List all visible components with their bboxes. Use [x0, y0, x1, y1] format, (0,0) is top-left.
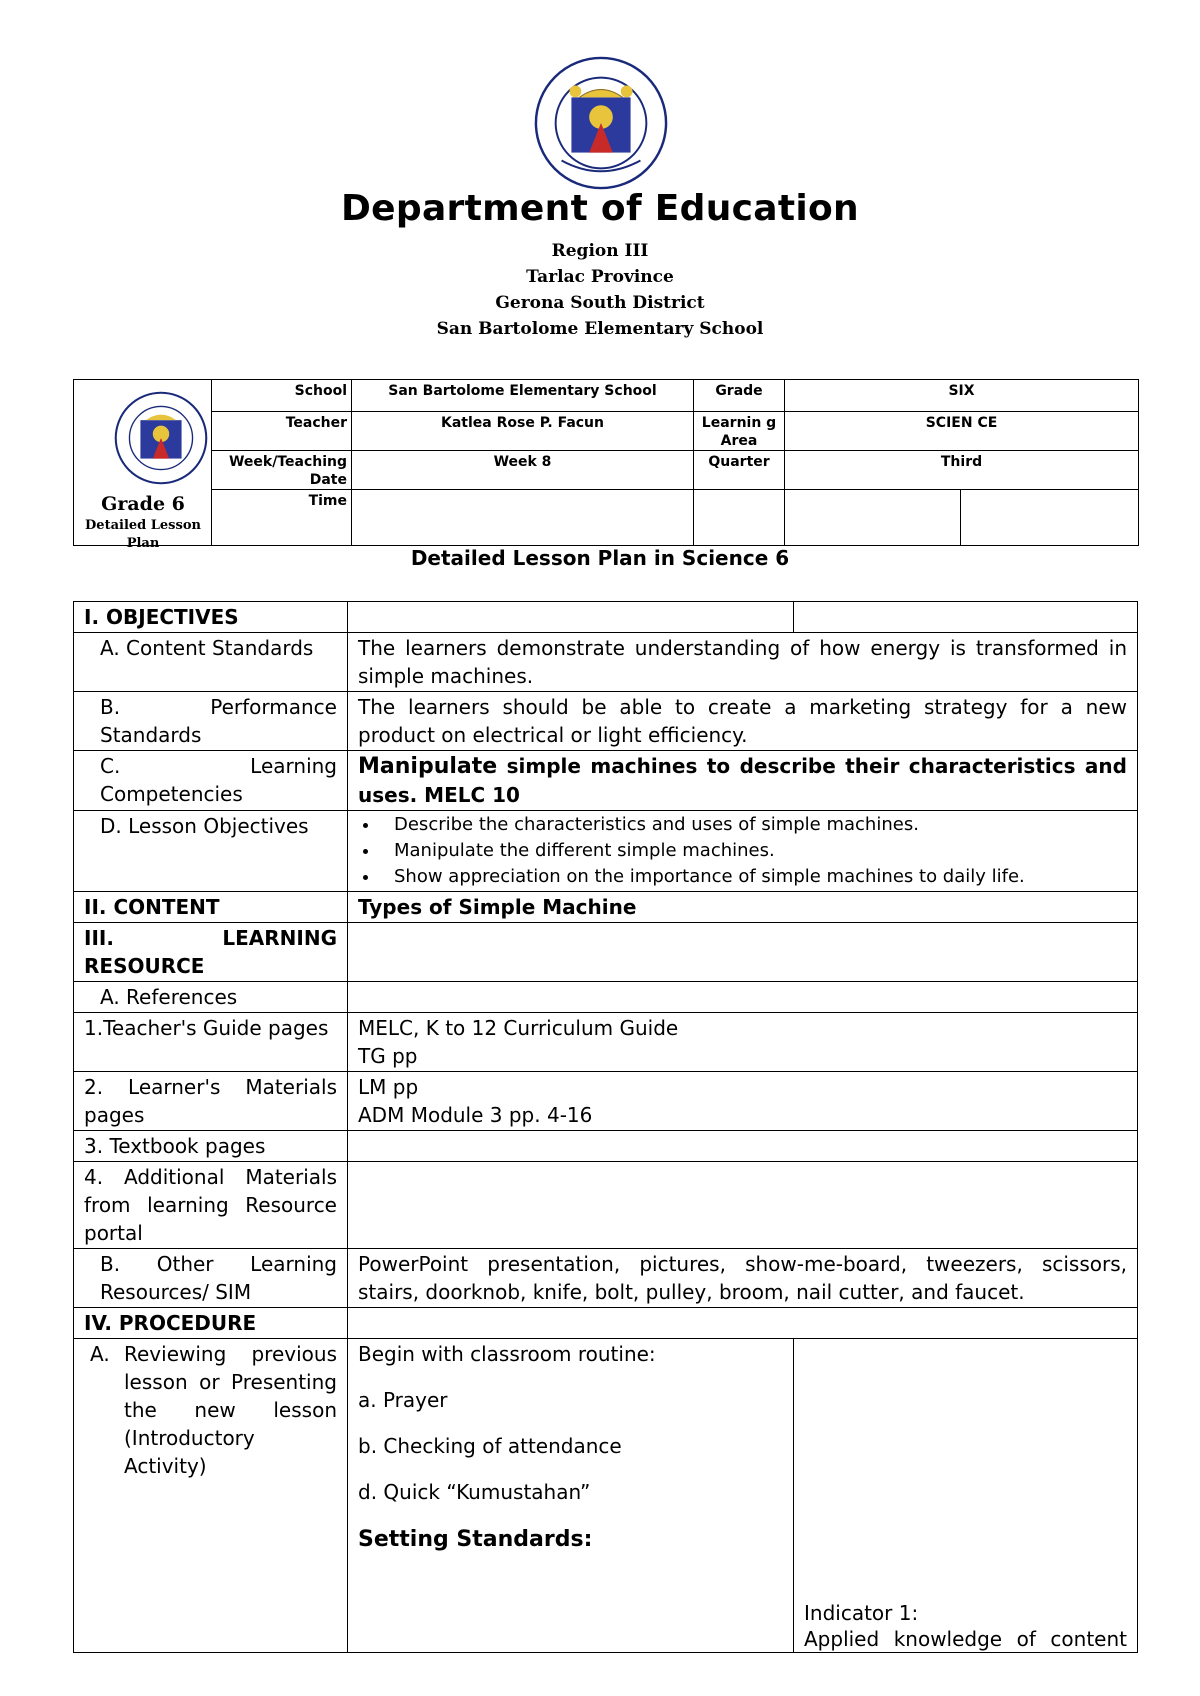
procedure-empty	[348, 1308, 1138, 1339]
teacher-label: Teacher	[212, 412, 352, 451]
logo-cell	[74, 380, 212, 551]
lesson-plan-table	[73, 601, 1138, 1653]
school-text: San Bartolome Elementary School	[436, 319, 764, 339]
lesson-objectives-value	[348, 811, 1138, 892]
week-value: Week 8	[352, 451, 694, 490]
indicator-block	[804, 1600, 1127, 1652]
deped-seal-small-icon	[113, 390, 209, 486]
address-block	[0, 238, 1200, 342]
textbook-value	[348, 1131, 1138, 1162]
dlp-label: Detailed Lesson Plan	[85, 518, 201, 551]
other-resources-label: B. Other Learning Resources/ SIM	[74, 1249, 348, 1308]
lesson-objectives-list	[358, 812, 1127, 890]
routine-intro: Begin with classroom routine:	[358, 1342, 656, 1366]
indicator-title: Indicator 1:	[804, 1601, 919, 1625]
province-text: Tarlac Province	[526, 267, 674, 287]
procedure-heading: IV. PROCEDURE	[74, 1308, 348, 1339]
school-value: San Bartolome Elementary School	[352, 380, 694, 412]
tg-value-line-2: TG pp	[358, 1044, 418, 1068]
objectives-empty-1	[348, 602, 794, 633]
learners-materials-value	[348, 1072, 1138, 1131]
plan-title: Detailed Lesson Plan in Science 6	[410, 546, 790, 570]
content-standards-value: The learners demonstrate understanding of how energy is transformed in simple machines.	[348, 633, 1138, 692]
teachers-guide-label: 1.Teacher's Guide pages	[74, 1013, 348, 1072]
competencies-rest: simple machines to describe their characteristics and uses. MELC 10	[358, 754, 1127, 807]
competencies-value	[348, 751, 1138, 811]
routine-prayer: a. Prayer	[358, 1388, 448, 1412]
school-label: School	[212, 380, 352, 412]
time-empty-2	[785, 490, 961, 546]
competencies-lead: Manipulate	[358, 754, 498, 779]
performance-standards-value: The learners should be able to create a marketing strategy for a new product on electrical or light efficiency.	[348, 692, 1138, 751]
grade-label: Grade 6	[101, 493, 185, 515]
other-resources-value: PowerPoint presentation, pictures, show-me-board, tweezers, scissors, stairs, doorknob, knife, bolt, pulley, broom, nail cutter, and faucet.	[348, 1249, 1138, 1308]
teachers-guide-value	[348, 1013, 1138, 1072]
procedure-a-letter: A.	[90, 1342, 110, 1366]
learners-materials-label: 2. Learner's Materials pages	[74, 1072, 348, 1131]
region-text: Region III	[551, 241, 649, 261]
additional-materials-label: 4. Additional Materials from learning Resource portal	[74, 1162, 348, 1249]
list-item: • Describe the characteristics and uses of simple machines.	[380, 812, 1127, 838]
department-title: Department of Education	[341, 188, 859, 229]
performance-standards-label: B. Performance Standards	[74, 692, 348, 751]
routine-kumustahan: d. Quick “Kumustahan”	[358, 1480, 591, 1504]
content-heading: II. CONTENT	[74, 892, 348, 923]
routine-attendance: b. Checking of attendance	[358, 1434, 622, 1458]
grade-label-cell: Grade	[694, 380, 785, 412]
learning-area-label: Learnin g Area	[694, 412, 785, 451]
deped-seal-icon	[532, 54, 670, 192]
learning-area-value: SCIEN CE	[785, 412, 1139, 451]
time-label: Time	[212, 490, 352, 546]
list-item: • Show appreciation on the importance of simple machines to daily life.	[380, 864, 1127, 890]
content-standards-label: A. Content Standards	[74, 633, 348, 692]
time-value	[352, 490, 694, 546]
references-empty	[348, 982, 1138, 1013]
district-text: Gerona South District	[495, 293, 705, 313]
procedure-a-block	[90, 1340, 337, 1480]
content-value: Types of Simple Machine	[348, 892, 1138, 923]
procedure-a-label	[74, 1339, 348, 1653]
lesson-objectives-label: D. Lesson Objectives	[74, 811, 348, 892]
time-empty-1	[694, 490, 785, 546]
resources-empty	[348, 923, 1138, 982]
tg-value-line-1: MELC, K to 12 Curriculum Guide	[358, 1016, 679, 1040]
procedure-a-content	[348, 1339, 794, 1653]
info-table	[73, 379, 1139, 551]
indicator-cell	[794, 1339, 1138, 1653]
additional-materials-value	[348, 1162, 1138, 1249]
competencies-label: C. Learning Competencies	[74, 751, 348, 811]
week-label: Week/Teaching Date	[212, 451, 352, 490]
procedure-a-text: Reviewing previous lesson or Presenting the new lesson (Introductory Activity)	[124, 1342, 337, 1478]
lm-value-line-1: LM pp	[358, 1075, 419, 1099]
indicator-text: Applied knowledge of content	[804, 1627, 1127, 1651]
quarter-value: Third	[785, 451, 1139, 490]
lm-value-line-2: ADM Module 3 pp. 4-16	[358, 1103, 593, 1127]
objectives-empty-2	[794, 602, 1138, 633]
time-empty-3	[961, 490, 1139, 546]
references-label: A. References	[74, 982, 348, 1013]
resources-heading: III. LEARNING RESOURCE	[74, 923, 348, 982]
setting-standards: Setting Standards:	[358, 1527, 593, 1552]
textbook-label: 3. Textbook pages	[74, 1131, 348, 1162]
list-item: • Manipulate the different simple machines.	[380, 838, 1127, 864]
grade-value: SIX	[785, 380, 1139, 412]
quarter-label: Quarter	[694, 451, 785, 490]
objectives-heading: I. OBJECTIVES	[74, 602, 348, 633]
teacher-value: Katlea Rose P. Facun	[352, 412, 694, 451]
